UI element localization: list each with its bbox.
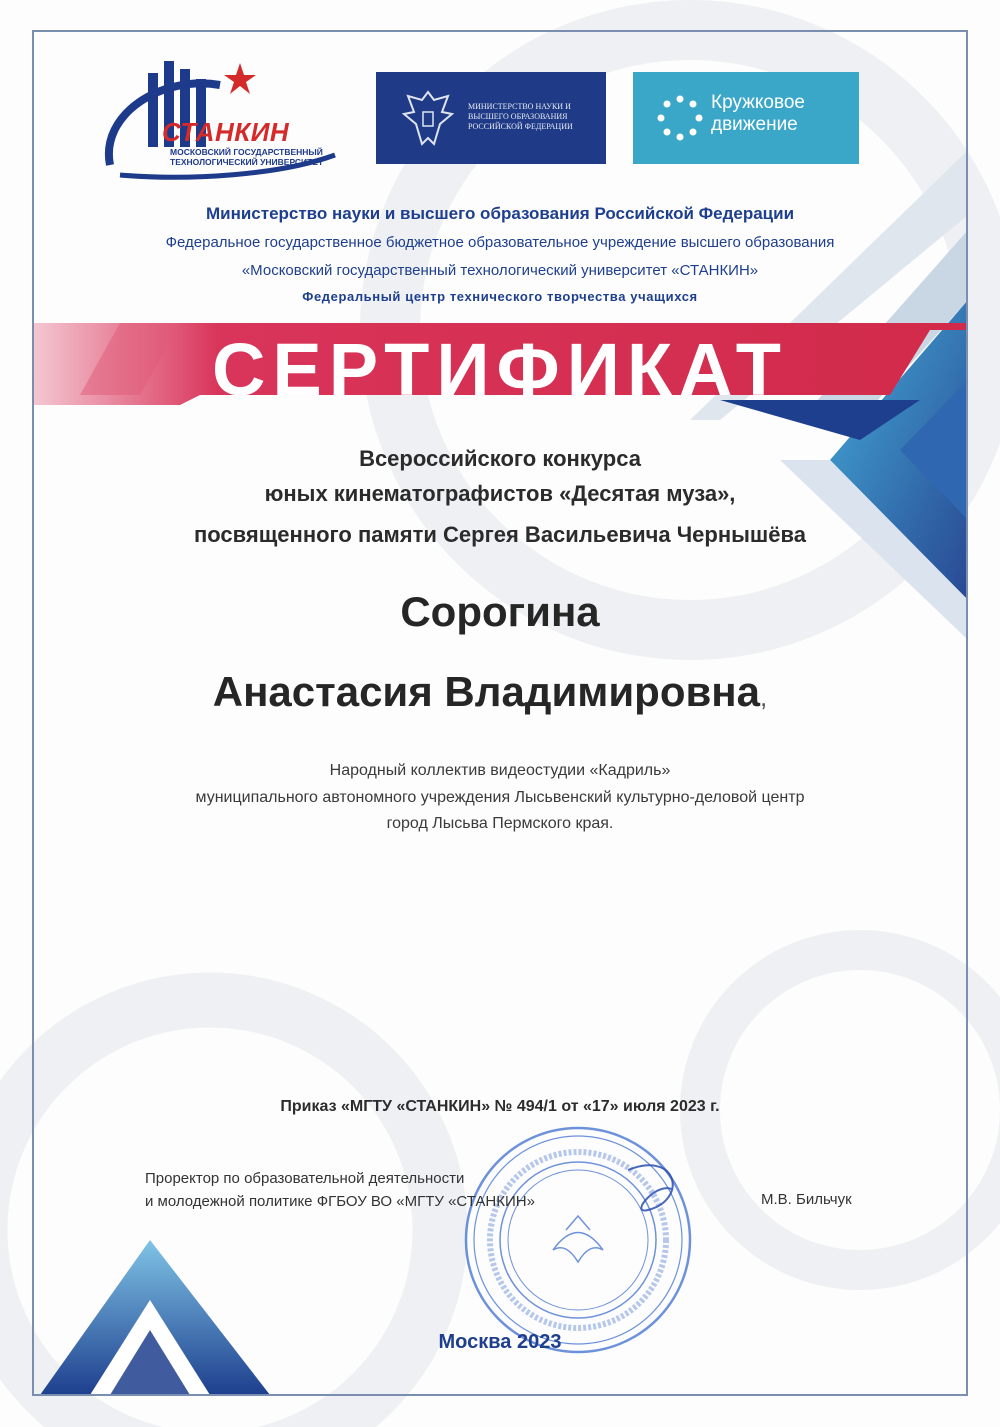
circle-dots-icon — [655, 93, 705, 143]
signer-name: М.В. Бильчук — [761, 1191, 852, 1208]
signer-title-line1: Проректор по образовательной деятельности — [145, 1170, 465, 1187]
signer-title — [145, 1167, 535, 1213]
stankin-wordmark: СТАНКИН — [162, 117, 290, 147]
header-ministry: Министерство науки и высшего образования Российской Федерации — [205, 204, 795, 223]
recipient-comma: , — [760, 682, 768, 712]
recipient-surname: Сорогина — [400, 588, 600, 635]
stankin-subtitle: МОСКОВСКИЙ ГОСУДАРСТВЕННЫЙ ТЕХНОЛОГИЧЕСКИЙ УНИВЕРСИТЕТ — [170, 147, 324, 167]
kruzhkovoe-wordmark — [711, 92, 805, 136]
certificate-title: СЕРТИФИКАТ — [211, 328, 789, 411]
contest-line-3: посвященного памяти Сергея Васильевича Чернышёва — [194, 522, 806, 547]
footer-city-year: Москва 2023 — [438, 1331, 562, 1353]
organization-line-1: Народный коллектив видеостудии «Кадриль» — [329, 762, 671, 779]
header-institution-type: Федеральное государственное бюджетное образовательное учреждение высшего образования — [165, 234, 835, 251]
kruzhkovoe-logo — [633, 72, 859, 164]
official-seal-icon — [458, 1120, 698, 1360]
stankin-logo — [100, 55, 340, 185]
ministry-logo-text: МИНИСТЕРСТВО НАУКИ И ВЫСШЕГО ОБРАЗОВАНИЯ РОССИЙСКОЙ ФЕДЕРАЦИИ — [468, 102, 573, 131]
header-university: «Московский государственный технологический университет «СТАНКИН» — [241, 262, 759, 279]
recipient-given-names — [0, 668, 990, 716]
organization-line-2: муниципального автономного учреждения Лысьвенский культурно-деловой центр — [195, 789, 805, 806]
organization-line-3: город Лысьва Пермского края. — [386, 815, 614, 832]
contest-line-2: юных кинематографистов «Десятая муза», — [264, 481, 736, 506]
signer-title-line2: и молодежной политике ФГБОУ ВО «МГТУ «СТАНКИН» — [145, 1193, 535, 1210]
kruzhkovoe-line2: движение — [711, 114, 798, 135]
recipient-given: Анастасия Владимировна — [212, 668, 761, 715]
order-reference: Приказ «МГТУ «СТАНКИН» № 494/1 от «17» июля 2023 г. — [280, 1098, 720, 1115]
eagle-emblem-icon — [398, 84, 458, 154]
header-center: Федеральный центр технического творчества учащихся — [302, 289, 698, 304]
contest-line-1: Всероссийского конкурса — [359, 446, 641, 471]
kruzhkovoe-line1: Кружковое — [711, 92, 805, 113]
ministry-logo — [376, 72, 606, 164]
